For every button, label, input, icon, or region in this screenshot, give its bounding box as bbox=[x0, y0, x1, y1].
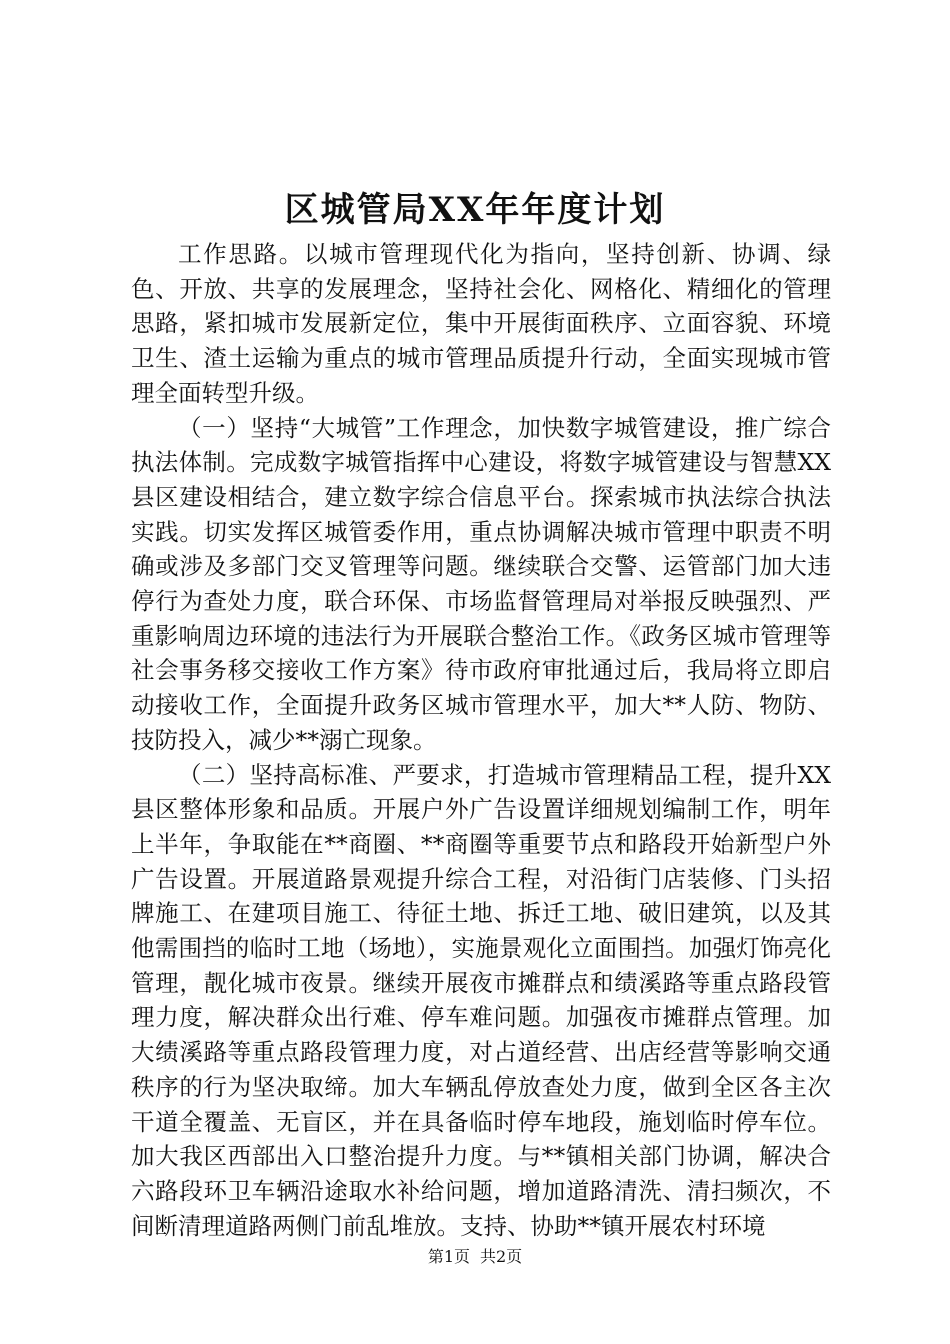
paragraph-work-approach: 工作思路。以城市管理现代化为指向，坚持创新、协调、绿色、开放、共享的发展理念，坚持社会化、网格化、精细化的管理思路，紧扣城市发展新定位，集中开展街面秩序、立面容貌、环境卫生、渣土运输为重点的城市管理品质提升行动，全面实现城市管理全面转型升级。 bbox=[131, 240, 831, 407]
page-footer bbox=[0, 1245, 950, 1269]
paragraph-section-two: （二）坚持高标准、严要求，打造城市管理精品工程，提升XX县区整体形象和品质。开展户外广告设置详细规划编制工作，明年上半年，争取能在**商圈、**商圈等重要节点和路段开始新型户外广告设置。开展道路景观提升综合工程，对沿街门店装修、门头招牌施工、在建项目施工、待征土地、拆迁工地、破旧建筑，以及其他需围挡的临时工地（场地），实施景观化立面围挡。加强灯饰亮化管理，靓化城市夜景。继续开展夜市摊群点和绩溪路等重点路段管理力度，解决群众出行难、停车难问题。加强夜市摊群点管理。加大绩溪路等重点路段管理力度，对占道经营、出店经营等影响交通秩序的行为坚决取缔。加大车辆乱停放查处力度，做到全区各主次干道全覆盖、无盲区，并在具备临时停车地段，施划临时停车位。加大我区西部出入口整治提升力度。与**镇相关部门协调，解决合六路段环卫车辆沿途取水补给问题，增加道路清洗、清扫频次，不间断清理道路两侧门前乱堆放。支持、协助**镇开展农村环境 bbox=[131, 760, 831, 1240]
page-total: 共2页 bbox=[480, 1247, 523, 1266]
page-number: 第1页 bbox=[427, 1247, 470, 1266]
document-body bbox=[131, 237, 831, 1243]
paragraph-section-one: （一）坚持“大城管”工作理念，加快数字城管建设，推广综合执法体制。完成数字城管指挥中心建设，将数字城管建设与智慧XX县区建设相结合，建立数字综合信息平台。探索城市执法综合执法实践。切实发挥区城管委作用，重点协调解决城市管理中职责不明确或涉及多部门交叉管理等问题。继续联合交警、运管部门加大违停行为查处力度，联合环保、市场监督管理局对举报反映强烈、严重影响周边环境的违法行为开展联合整治工作。《政务区城市管理等社会事务移交接收工作方案》待市政府审批通过后，我局将立即启动接收工作，全面提升政务区城市管理水平，加大**人防、物防、技防投入，减少**溺亡现象。 bbox=[131, 413, 831, 754]
document-title: 区城管局XX年年度计划 bbox=[284, 190, 666, 230]
